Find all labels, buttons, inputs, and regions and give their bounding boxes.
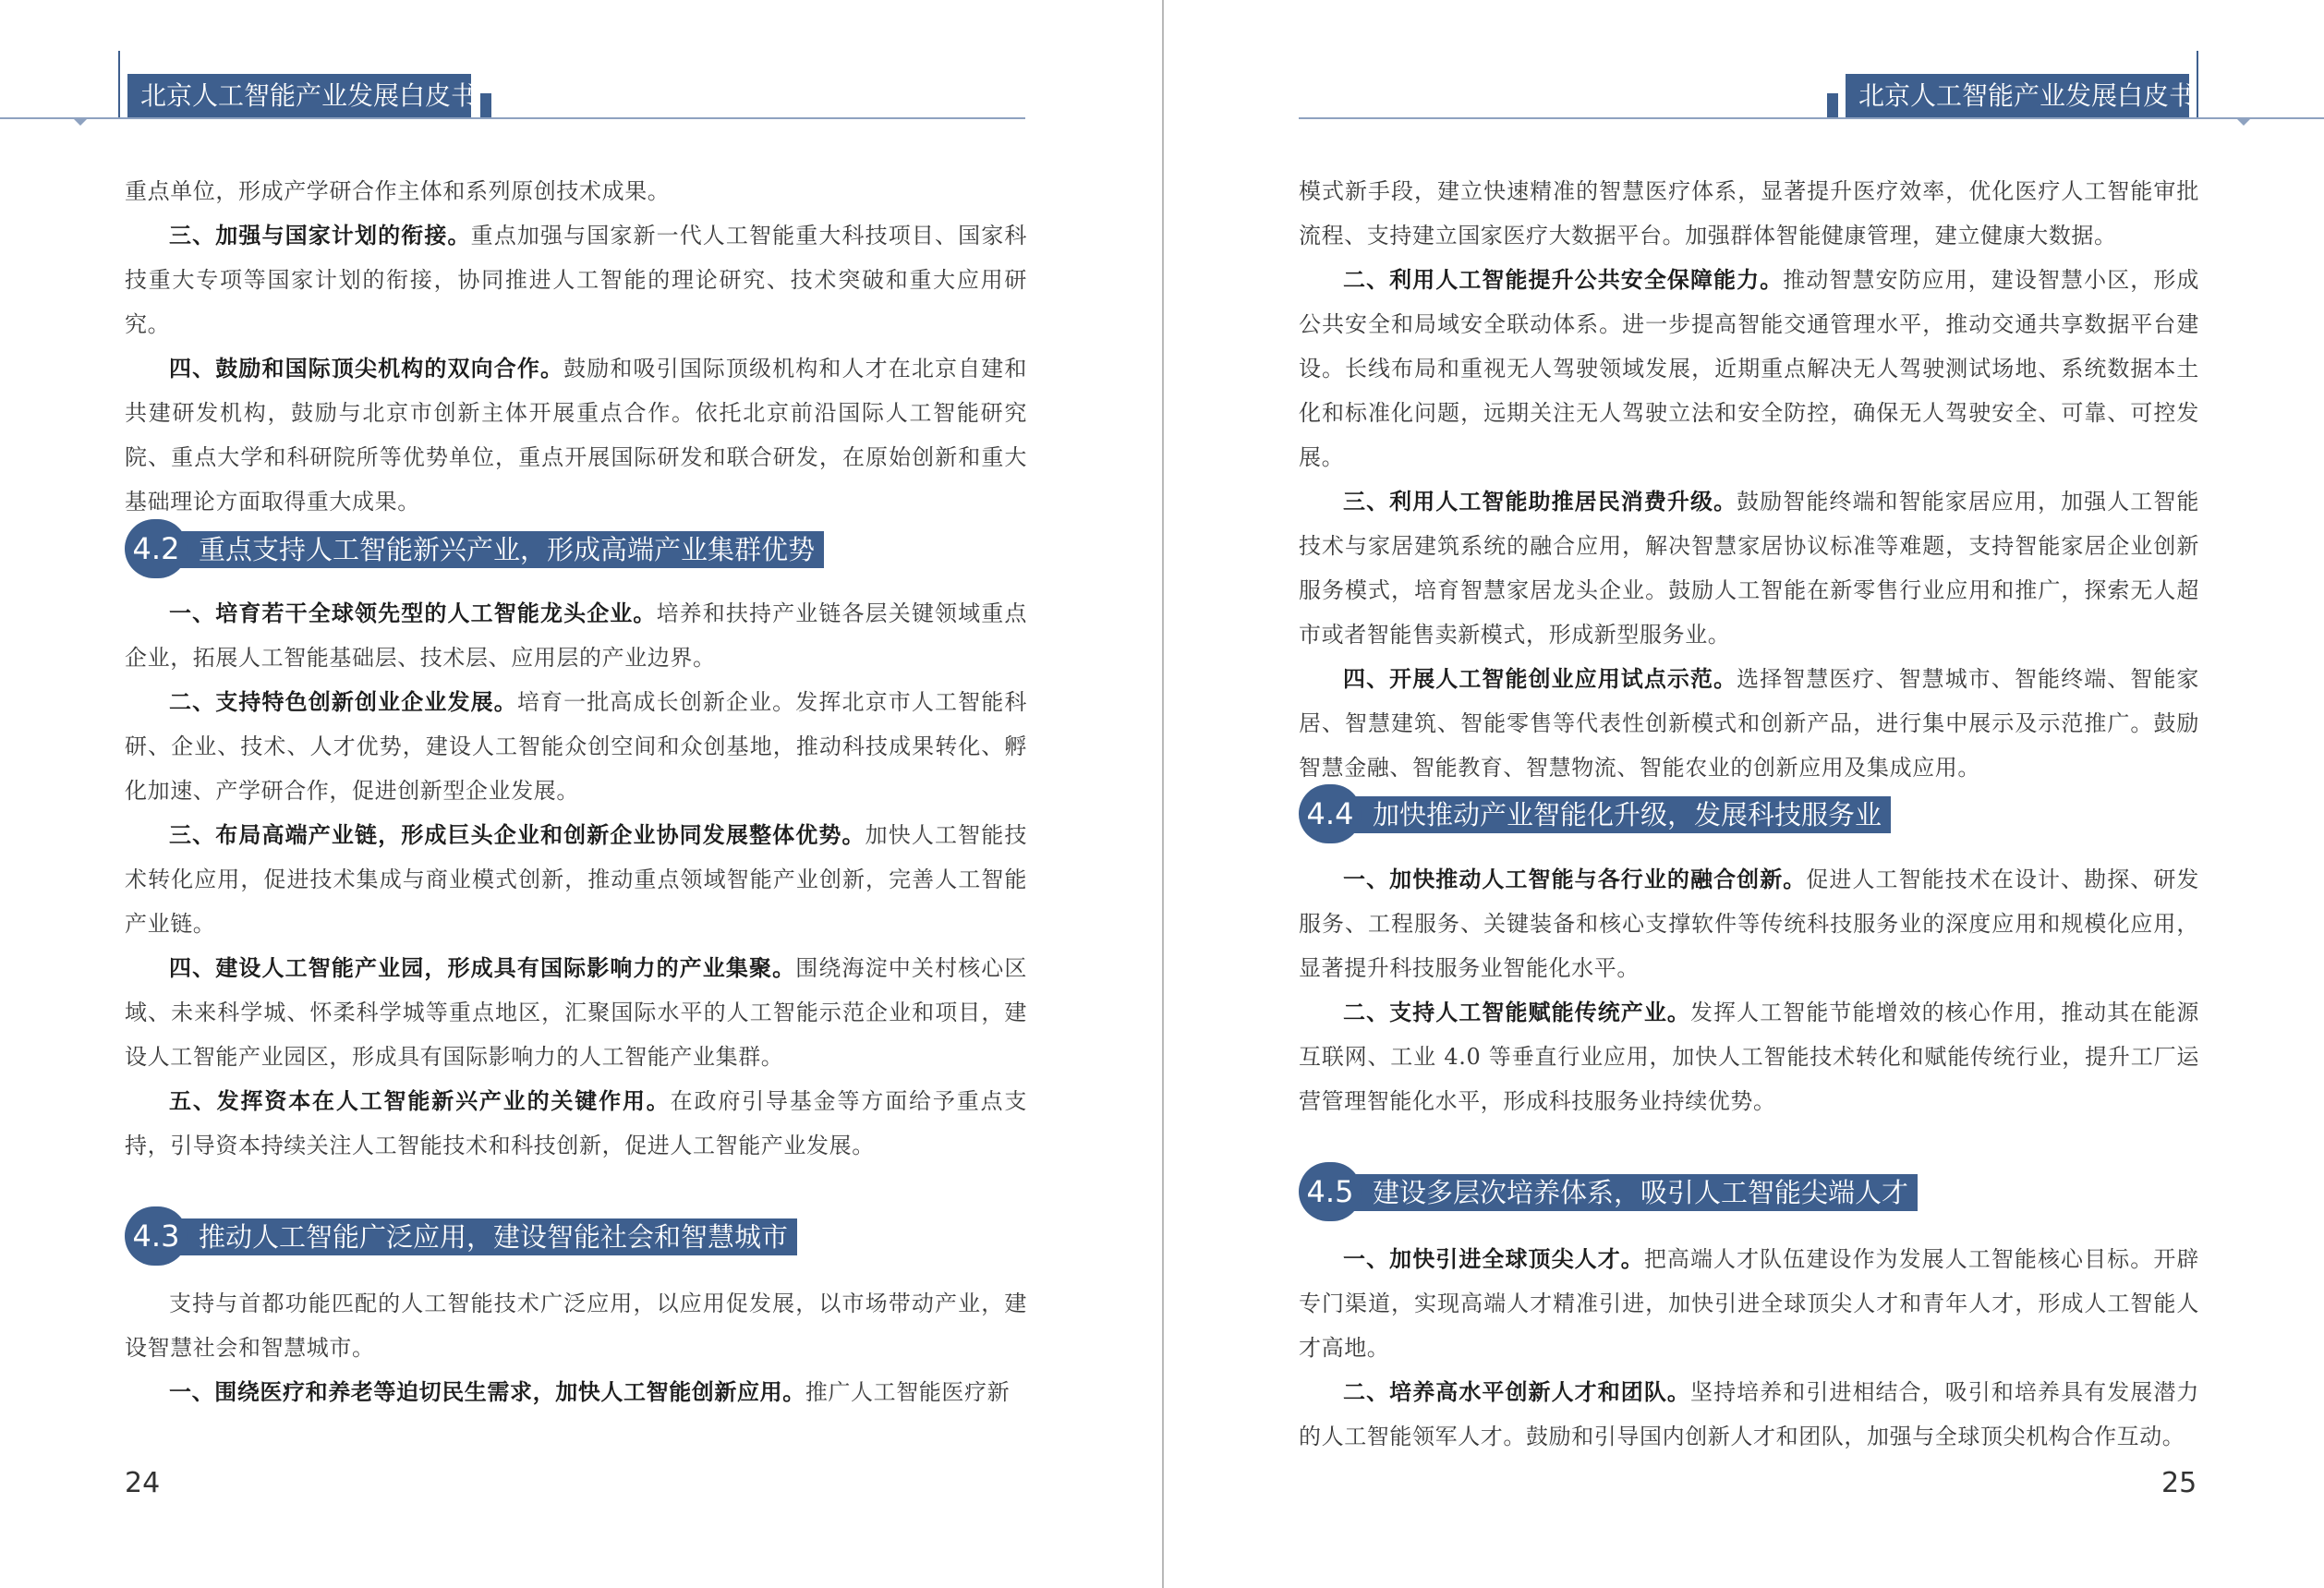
header-rule <box>0 117 1025 119</box>
right-page <box>1162 0 2324 1588</box>
section-4-4-text <box>1299 857 2199 1123</box>
paragraph: 二、支持特色创新创业企业发展。培育一批高成长创新企业。发挥北京市人工智能科研、企业、技术、人才优势，建设人工智能众创空间和众创基地，推动科技成果转化、孵化加速、产学研合作，促进创新型企业发展。 <box>125 688 1028 804</box>
section-number: 4.5 <box>1299 1162 1362 1221</box>
paragraph: 一、培育若干全球领先型的人工智能龙头企业。培养和扶持产业链各层关键领域重点企业，拓展人工智能基础层、技术层、应用层的产业边界。 <box>125 600 1027 671</box>
paragraph: 五、发挥资本在人工智能新兴产业的关键作用。在政府引导基金等方面给予重点支持，引导资本持续关注人工智能技术和科技创新，促进人工智能产业发展。 <box>125 1087 1027 1158</box>
header-rule <box>1299 117 2324 119</box>
section-title: 建设多层次培养体系，吸引人工智能尖端人才 <box>1373 1177 1909 1208</box>
section-title: 重点支持人工智能新兴产业，形成高端产业集群优势 <box>199 534 816 565</box>
right-top-text <box>1299 169 2199 790</box>
page-number: 24 <box>125 1467 161 1499</box>
section-4-5-text <box>1299 1237 2199 1459</box>
section-number: 4.4 <box>1299 784 1362 843</box>
left-top-text <box>125 169 1027 524</box>
header-tick <box>72 117 89 126</box>
page-number: 25 <box>2161 1467 2197 1499</box>
paragraph: 重点单位，形成产学研合作主体和系列原创技术成果。 <box>125 178 671 204</box>
paragraph: 二、培养高水平创新人才和团队。坚持培养和引进相结合，吸引和培养具有发展潜力的人工智能领军人才。鼓励和引导国内创新人才和团队，加强与全球顶尖机构合作互动。 <box>1299 1378 2199 1449</box>
header-tick <box>2235 117 2252 126</box>
header-title: 北京人工智能产业发展白皮书 <box>127 74 471 117</box>
section-title: 加快推动产业智能化升级，发展科技服务业 <box>1373 799 1882 830</box>
paragraph: 四、建设人工智能产业园，形成具有国际影响力的产业集聚。围绕海淀中关村核心区域、未来科学城、怀柔科学城等重点地区，汇聚国际水平的人工智能示范企业和项目，建设人工智能产业园区，形成具有国际影响力的人工智能产业集群。 <box>125 954 1027 1070</box>
paragraph: 四、开展人工智能创业应用试点示范。选择智慧医疗、智慧城市、智能终端、智能家居、智慧建筑、智能零售等代表性创新模式和创新产品，进行集中展示及示范推广。鼓励智慧金融、智能教育、智慧物流、智能农业的创新应用及集成应用。 <box>1299 665 2200 781</box>
paragraph: 三、利用人工智能助推居民消费升级。鼓励智能终端和智能家居应用，加强人工智能技术与家居建筑系统的融合应用，解决智慧家居协议标准等难题，支持智能家居企业创新服务模式，培育智慧家居龙头企业。鼓励人工智能在新零售行业应用和推广，探索无人超市或者智能售卖新模式，形成新型服务业。 <box>1299 488 2200 648</box>
paragraph: 一、加快引进全球顶尖人才。把高端人才队伍建设作为发展人工智能核心目标。开辟专门渠道，实现高端人才精准引进，加快引进全球顶尖人才和青年人才，形成人工智能人才高地。 <box>1299 1245 2199 1361</box>
header-title: 北京人工智能产业发展白皮书 <box>1846 74 2189 117</box>
paragraph: 四、鼓励和国际顶尖机构的双向合作。鼓励和吸引国际顶级机构和人才在北京自建和共建研发机构，鼓励与北京市创新主体开展重点合作。依托北京前沿国际人工智能研究院、重点大学和科研院所等优势单位，重点开展国际研发和联合研发，在原始创新和重大基础理论方面取得重大成果。 <box>125 355 1027 515</box>
paragraph: 一、围绕医疗和养老等迫切民生需求，加快人工智能创新应用。推广人工智能医疗新 <box>169 1378 1011 1405</box>
paragraph: 三、加强与国家计划的衔接。重点加强与国家新一代人工智能重大科技项目、国家科技重大专项等国家计划的衔接，协同推进人工智能的理论研究、技术突破和重大应用研究。 <box>125 222 1027 337</box>
section-4-2-text <box>125 591 1027 1168</box>
paragraph: 三、布局高端产业链，形成巨头企业和创新企业协同发展整体优势。加快人工智能技术转化应用，促进技术集成与商业模式创新，推动重点领域智能产业创新，完善人工智能产业链。 <box>125 821 1028 937</box>
header-notch <box>480 93 491 117</box>
header-vline <box>118 51 120 117</box>
section-number: 4.3 <box>125 1206 188 1266</box>
paragraph: 二、利用人工智能提升公共安全保障能力。推动智慧安防应用，建设智慧小区，形成公共安全和局域安全联动体系。进一步提高智能交通管理水平，推动交通共享数据平台建设。长线布局和重视无人驾驶领域发展，近期重点解决无人驾驶测试场地、系统数据本土化和标准化问题，远期关注无人驾驶立法和安全防控，确保无人驾驶安全、可靠、可控发展。 <box>1299 266 2199 470</box>
paragraph: 二、支持人工智能赋能传统产业。发挥人工智能节能增效的核心作用，推动其在能源互联网、工业 4.0 等垂直行业应用，加快人工智能技术转化和赋能传统行业，提升工厂运营管理智能化水平，形成科技服务业持续优势。 <box>1299 999 2199 1114</box>
section-4-3-text <box>125 1281 1027 1414</box>
header-vline <box>2197 51 2198 117</box>
section-title: 推动人工智能广泛应用，建设智能社会和智慧城市 <box>199 1221 789 1253</box>
paragraph: 支持与首都功能匹配的人工智能技术广泛应用，以应用促发展，以市场带动产业，建设智慧社会和智慧城市。 <box>125 1291 1027 1361</box>
section-number: 4.2 <box>125 519 188 578</box>
header-notch <box>1827 93 1838 117</box>
paragraph: 一、加快推动人工智能与各行业的融合创新。促进人工智能技术在设计、勘探、研发服务、工程服务、关键装备和核心支撑软件等传统科技服务业的深度应用和规模化应用，显著提升科技服务业智能化水平。 <box>1299 866 2200 981</box>
paragraph: 模式新手段，建立快速精准的智慧医疗体系，显著提升医疗效率，优化医疗人工智能审批流程、支持建立国家医疗大数据平台。加强群体智能健康管理，建立健康大数据。 <box>1299 178 2199 249</box>
